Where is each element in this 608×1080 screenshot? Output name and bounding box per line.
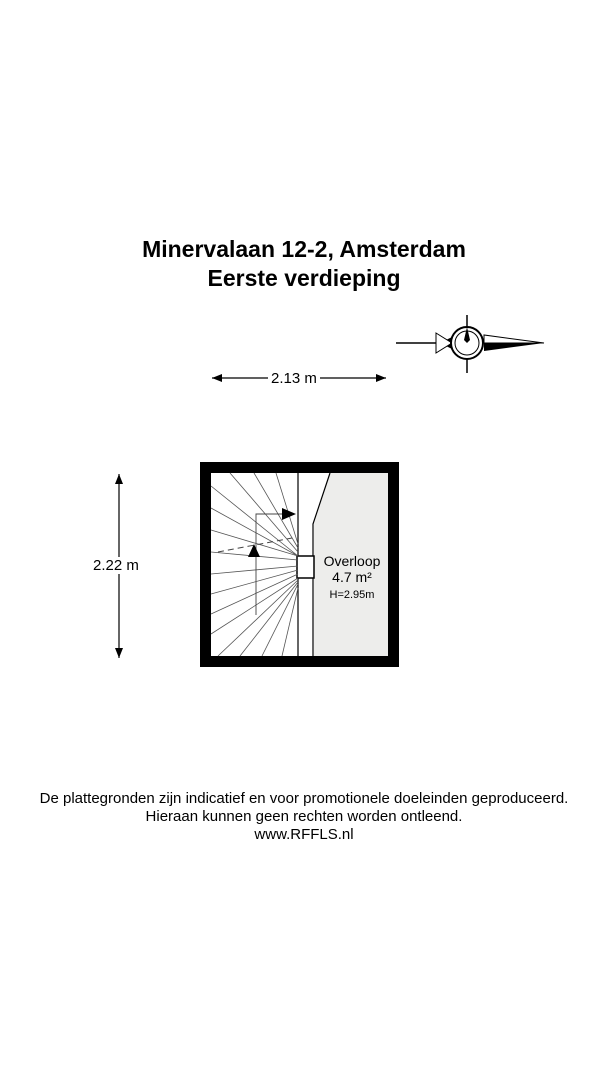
- disclaimer-website: www.RFFLS.nl: [254, 826, 354, 843]
- room-name: Overloop: [323, 553, 381, 569]
- width-dimension-label: 2.13 m: [268, 370, 320, 387]
- room-area: 4.7 m²: [332, 569, 372, 585]
- room-ceiling-height: H=2.95m: [329, 589, 375, 601]
- plan-title-address: Minervalaan 12-2, Amsterdam: [142, 236, 466, 262]
- plan-title-floor: Eerste verdieping: [207, 265, 401, 291]
- disclaimer-line-2: Hieraan kunnen geen rechten worden ontleend.: [145, 808, 463, 825]
- disclaimer-line-1: De plattegronden zijn indicatief en voor promotionele doeleinden geproduceerd.: [39, 790, 569, 807]
- height-dimension-label: 2.22 m: [90, 557, 142, 574]
- compass-rose-icon: [396, 315, 544, 373]
